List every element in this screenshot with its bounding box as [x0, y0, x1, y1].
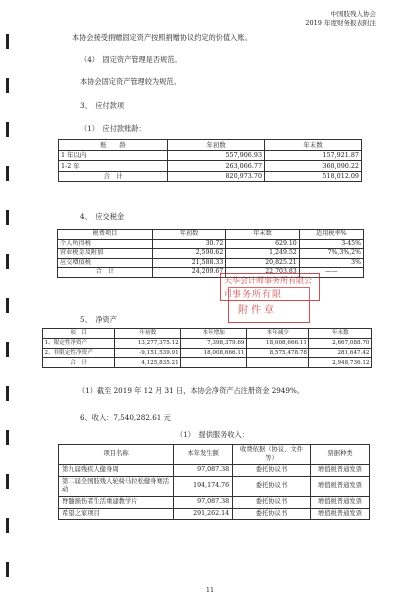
binding-mark	[6, 254, 9, 269]
table-cell: 8,575,478.78	[246, 348, 309, 358]
table-row	[59, 496, 370, 508]
table-cell: 18,008,666.11	[246, 338, 309, 348]
table-cell: 20,825.21	[226, 258, 299, 268]
col-header: 税费项目	[58, 230, 153, 240]
table-cell: 820,973.70	[168, 171, 265, 182]
col-header: 票据种类	[310, 445, 369, 465]
col-header: 本年增加	[181, 329, 247, 339]
assets-heading: 5、 净资产	[80, 315, 117, 324]
table-cell: 360,090.22	[265, 161, 362, 172]
table-row	[58, 249, 364, 259]
assets-note: （1）截至 2019 年 12 月 31 日，本协会净资产占注册资金 2949%。	[78, 386, 305, 395]
binding-mark	[6, 78, 9, 93]
table-cell: 97,087.38	[174, 465, 233, 477]
table-cell: 第二届全国肢残人轮椅马拉松健身赛活动	[59, 476, 174, 496]
table-cell: 委托协议书	[233, 465, 311, 477]
col-header: 年末数	[265, 140, 362, 151]
col-header: 项 目	[43, 329, 115, 339]
table-cell: 增值税普通发票	[310, 508, 369, 520]
table-cell: 营业税金及附加	[58, 249, 153, 259]
table-cell: 2、非限定性净资产	[43, 348, 115, 358]
table-cell: 委托协议书	[233, 476, 311, 496]
stamp-line-1: 天华会计师事务所有限公司	[220, 273, 320, 301]
table-cell: 24,209.67	[152, 268, 225, 278]
table-cell: 518,012.09	[265, 171, 362, 182]
table-cell: 委托协议书	[233, 508, 311, 520]
accounting-firm-stamp	[212, 273, 320, 331]
table-row	[59, 476, 370, 496]
table-total-row	[43, 358, 372, 368]
binding-mark	[6, 166, 9, 181]
table-cell: 4,125,835.21	[115, 358, 181, 368]
table-cell: 263,066.77	[168, 161, 265, 172]
table-cell	[246, 358, 309, 368]
table-cell: 合 计	[43, 358, 115, 368]
table-header-row	[59, 140, 362, 151]
col-header: 账 龄	[59, 140, 168, 151]
table-cell: 281,647.42	[309, 348, 372, 358]
table-cell: 18,008,666.11	[181, 348, 247, 358]
table-cell: 2,590.62	[152, 249, 225, 259]
table-row	[58, 258, 364, 268]
table-cell: 97,087.38	[174, 496, 233, 508]
table-cell: 157,921.87	[265, 150, 362, 161]
header-org: 中国肢残人协会	[330, 10, 376, 18]
income-subheading: （1） 提供服务收入：	[176, 430, 249, 439]
table-cell: 3%	[299, 258, 363, 268]
table-cell: 291,262.14	[174, 508, 233, 520]
net-assets-table	[42, 328, 372, 368]
table-cell: 脊髓损伤者生活重建教学片	[59, 496, 174, 508]
table-row	[59, 465, 370, 477]
col-header: 项目名称	[59, 445, 174, 465]
binding-mark	[6, 430, 9, 445]
table-cell: 629.10	[226, 239, 299, 249]
table-cell: 2,667,088.70	[309, 338, 372, 348]
intro-text: 本协会接受捐赠固定资产按照捐赠协议约定的价值入账。	[72, 33, 252, 42]
col-header: 适用税率%	[299, 230, 363, 240]
page-number: 11	[205, 586, 215, 594]
binding-mark	[6, 386, 9, 401]
table-cell: 1,249.52	[226, 249, 299, 259]
binding-mark	[6, 298, 9, 313]
col-header: 本年发生额	[174, 445, 233, 465]
table-cell: 增值税普通发票	[310, 476, 369, 496]
table-cell: 557,906.93	[168, 150, 265, 161]
table-header-row	[59, 445, 370, 465]
income-table	[58, 444, 370, 520]
table-total-row	[59, 171, 362, 182]
stamp-line-2: 事务所有限	[232, 290, 283, 300]
table-cell: 30.72	[152, 239, 225, 249]
table-row	[59, 161, 362, 172]
fa-mgmt-text: 本协会固定资产管理较为规范。	[80, 77, 181, 86]
table-row	[59, 508, 370, 520]
table-cell: 合 计	[59, 171, 168, 182]
table-cell: 第九届残疾人健身周	[59, 465, 174, 477]
col-header: 年初数	[115, 329, 181, 339]
binding-mark	[6, 122, 9, 137]
col-header: 收费依据（协议、文件等）	[233, 445, 311, 465]
tax-heading: 4、 应交税金	[80, 212, 125, 221]
table-cell: 1-2 年	[59, 161, 168, 172]
stamp-line-3: 附件章	[238, 305, 277, 316]
table-cell	[181, 358, 247, 368]
table-cell: 3-45%	[299, 239, 363, 249]
table-cell: 增值税普通发票	[310, 465, 369, 477]
aging-table	[58, 139, 362, 182]
page-header	[305, 10, 376, 27]
table-cell: 7%,3%,2%	[299, 249, 363, 259]
col-header: 年初数	[168, 140, 265, 151]
receivable-heading: 3、 应付款项	[80, 101, 125, 110]
binding-mark	[6, 562, 9, 577]
table-cell: 1、限定性净资产	[43, 338, 115, 348]
table-cell: 21,588.33	[152, 258, 225, 268]
receivable-subheading: （1） 应付款账龄：	[80, 124, 146, 133]
table-cell: 希望之家项目	[59, 508, 174, 520]
table-cell: 22,703.83	[226, 268, 299, 278]
income-heading: 6、收入：7,540,282.61 元	[80, 413, 171, 422]
table-cell: 194,174.76	[174, 476, 233, 496]
table-cell: 2,948,736.12	[309, 358, 372, 368]
table-row	[59, 150, 362, 161]
table-row	[58, 239, 364, 249]
table-cell: 个人所得税	[58, 239, 153, 249]
table-header-row	[43, 329, 372, 339]
table-cell: 应交增值税	[58, 258, 153, 268]
tax-table	[57, 229, 364, 278]
col-header: 年末数	[226, 230, 299, 240]
table-row	[43, 348, 372, 358]
binding-mark	[6, 210, 9, 225]
table-cell: 委托协议书	[233, 496, 311, 508]
binding-mark	[6, 474, 9, 489]
col-header: 年初数	[152, 230, 225, 240]
table-cell: 7,398,379.69	[181, 338, 247, 348]
col-header: 年末数	[309, 329, 372, 339]
table-cell: 1 年以内	[59, 150, 168, 161]
col-header: 本年减少	[246, 329, 309, 339]
binding-mark	[6, 34, 9, 49]
header-subtitle: 2019 年度财务报表附注	[305, 18, 376, 27]
table-header-row	[58, 230, 364, 240]
table-cell: -9,151,539.91	[115, 348, 181, 358]
table-cell: 增值税普通发票	[310, 496, 369, 508]
table-cell: ——	[299, 268, 363, 278]
binding-mark	[6, 518, 9, 533]
table-cell: 合 计	[58, 268, 153, 278]
table-row	[43, 338, 372, 348]
fa-mgmt-heading: （4） 固定资产管理是否规范。	[80, 55, 182, 64]
binding-mark	[6, 342, 9, 357]
table-cell: 13,277,375.12	[115, 338, 181, 348]
